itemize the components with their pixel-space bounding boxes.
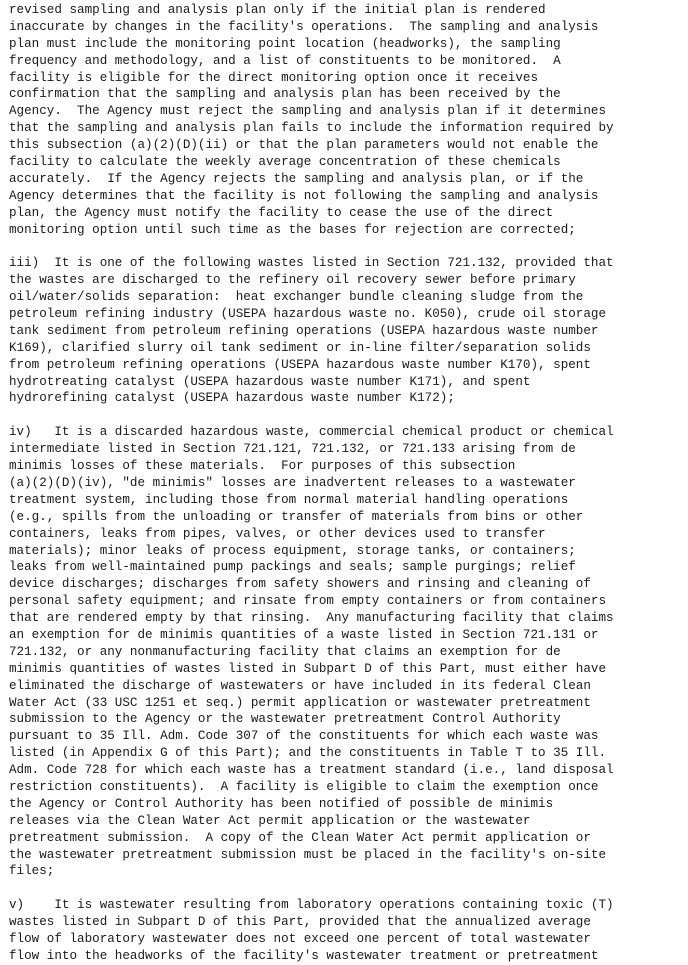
text-line: Agency. The Agency must reject the sampling and analysis plan if it determines <box>9 104 607 119</box>
text-line: (e.g., spills from the unloading or transfer of materials from bins or other <box>9 509 584 524</box>
text-line: materials); minor leaks of process equipment, storage tanks, or containers; <box>9 543 576 558</box>
text-line: confirmation that the sampling and analysis plan has been received by the <box>9 87 561 102</box>
document-page <box>9 2 681 965</box>
text-line: hydrotreating catalyst (USEPA hazardous waste number K171), and spent <box>9 374 531 389</box>
text-line: this subsection (a)(2)(D)(ii) or that the plan parameters would not enable the <box>9 138 599 153</box>
text-line: minimis losses of these materials. For purposes of this subsection <box>9 459 516 474</box>
text-line: flow of laboratory wastewater does not exceed one percent of total wastewater <box>9 931 591 946</box>
paragraph-iii <box>9 255 681 407</box>
text-line: the wastes are discharged to the refinery oil recovery sewer before primary <box>9 273 576 288</box>
text-line: the Agency or Control Authority has been notified of possible de minimis <box>9 796 554 811</box>
paragraph-gap <box>9 880 681 897</box>
text-line: an exemption for de minimis quantities of a waste listed in Section 721.131 or <box>9 627 599 642</box>
text-line: facility is eligible for the direct monitoring option once it receives <box>9 70 539 85</box>
text-line: petroleum refining industry (USEPA hazardous waste no. K050), crude oil storage <box>9 307 607 322</box>
text-line: the wastewater pretreatment submission must be placed in the facility's on-site <box>9 847 607 862</box>
text-line: files; <box>9 864 55 879</box>
text-line: inaccurate by changes in the facility's operations. The sampling and analysis <box>9 19 599 34</box>
text-line: minimis quantities of wastes listed in Subpart D of this Part, must either have <box>9 661 607 676</box>
text-line: pretreatment submission. A copy of the Clean Water Act permit application or <box>9 830 591 845</box>
text-line: oil/water/solids separation: heat exchanger bundle cleaning sludge from the <box>9 290 584 305</box>
text-line: treatment system, including those from normal material handling operations <box>9 492 569 507</box>
text-line: frequency and methodology, and a list of constituents to be monitored. A <box>9 53 561 68</box>
text-line: containers, leaks from pipes, valves, or other devices used to transfer <box>9 526 546 541</box>
text-line: revised sampling and analysis plan only if the initial plan is rendered <box>9 3 546 17</box>
paragraph-ii-continued <box>9 2 681 238</box>
text-line: 721.132, or any nonmanufacturing facility that claims an exemption for de <box>9 644 561 659</box>
text-line: releases via the Clean Water Act permit application or the wastewater <box>9 813 531 828</box>
paragraph-gap <box>9 238 681 255</box>
text-line: wastes listed in Subpart D of this Part, provided that the annualized average <box>9 915 591 930</box>
text-line: eliminated the discharge of wastewaters or have included in its federal Clean <box>9 678 591 693</box>
paragraph-iv <box>9 424 681 880</box>
text-line: that are rendered empty by that rinsing. Any manufacturing facility that claims <box>9 611 614 626</box>
text-line: restriction constituents). A facility is eligible to claim the exemption once <box>9 779 599 794</box>
text-line: leaks from well-maintained pump packings and seals; sample purgings; relief <box>9 560 576 575</box>
text-line: hydrorefining catalyst (USEPA hazardous waste number K172); <box>9 391 455 406</box>
text-line: monitoring option until such time as the bases for rejection are corrected; <box>9 222 576 237</box>
text-line: pursuant to 35 Ill. Adm. Code 307 of the constituents for which each waste was <box>9 729 599 744</box>
text-line: listed (in Appendix G of this Part); and the constituents in Table T to 35 Ill. <box>9 746 607 761</box>
text-line: facility to calculate the weekly average concentration of these chemicals <box>9 155 561 170</box>
text-line: plan, the Agency must notify the facility to cease the use of the direct <box>9 205 554 220</box>
text-line: flow into the headworks of the facility's wastewater treatment or pretreatment <box>9 948 599 963</box>
text-line: Adm. Code 728 for which each waste has a treatment standard (i.e., land disposal <box>9 763 614 778</box>
text-line: Water Act (33 USC 1251 et seq.) permit application or wastewater pretreatment <box>9 695 591 710</box>
text-line: device discharges; discharges from safety showers and rinsing and cleaning of <box>9 577 591 592</box>
text-line: that the sampling and analysis plan fails to include the information required by <box>9 121 614 136</box>
text-line: personal safety equipment; and rinsate from empty containers or from containers <box>9 594 607 609</box>
text-line: tank sediment from petroleum refining operations (USEPA hazardous waste number <box>9 323 599 338</box>
text-line: accurately. If the Agency rejects the sampling and analysis plan, or if the <box>9 171 584 186</box>
text-line: from petroleum refining operations (USEPA hazardous waste number K170), spent <box>9 357 591 372</box>
text-line: Agency determines that the facility is not following the sampling and analysis <box>9 188 599 203</box>
text-line: K169), clarified slurry oil tank sediment or in-line filter/separation solids <box>9 340 591 355</box>
text-line: v) It is wastewater resulting from laboratory operations containing toxic (T) <box>9 898 614 913</box>
text-line: intermediate listed in Section 721.121, 721.132, or 721.133 arising from de <box>9 442 576 457</box>
text-line: (a)(2)(D)(iv), "de minimis" losses are inadvertent releases to a wastewater <box>9 475 576 490</box>
paragraph-gap <box>9 407 681 424</box>
text-line: iv) It is a discarded hazardous waste, commercial chemical product or chemical <box>9 425 614 440</box>
text-line: iii) It is one of the following wastes listed in Section 721.132, provided that <box>9 256 614 271</box>
text-line: submission to the Agency or the wastewater pretreatment Control Authority <box>9 712 561 727</box>
paragraph-v <box>9 897 681 965</box>
text-line: plan must include the monitoring point location (headworks), the sampling <box>9 36 561 51</box>
